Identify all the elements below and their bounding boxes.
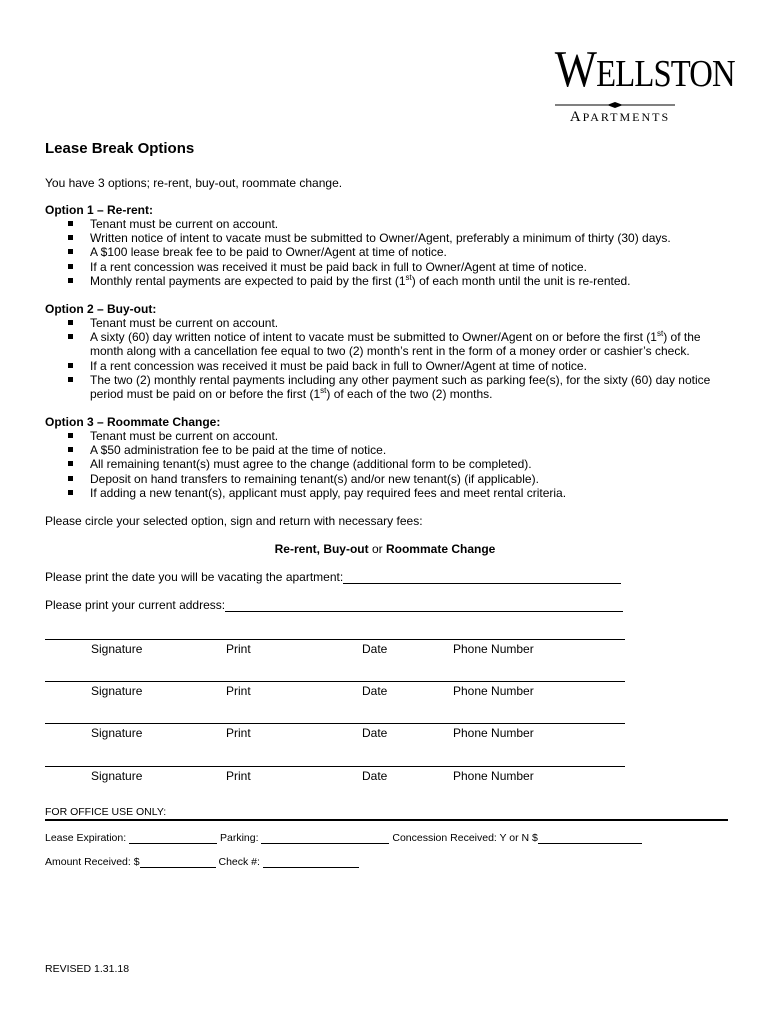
list-item: A sixty (60) day written notice of intent to vacate must be submitted to Owner/Agent on or before the first (1st) of the month along with a cancellation fee equal to two (2) month’s rent in the form of a money order or cashier’s check. [68, 330, 718, 358]
list-item: A $50 administration fee to be paid at the time of notice. [68, 443, 718, 457]
page-title: Lease Break Options [45, 140, 195, 157]
office-use-title: FOR OFFICE USE ONLY: [45, 806, 167, 818]
list-item: A $100 lease break fee to be paid to Owner/Agent at time of notice. [68, 245, 718, 259]
office-divider [45, 819, 728, 821]
list-item: Tenant must be current on account. [68, 316, 718, 330]
option1-list [68, 217, 718, 288]
print-label: Print [226, 726, 251, 740]
option1-heading: Option 1 – Re-rent: [45, 203, 154, 217]
logo-subtitle: APARTMENTS [569, 109, 671, 125]
option2-heading: Option 2 – Buy-out: [45, 302, 157, 316]
option3-list [68, 429, 718, 500]
signature-label: Signature [91, 769, 143, 783]
office-row-2: Amount Received: $ Check #: [45, 856, 359, 868]
check-number-input[interactable] [263, 857, 359, 868]
logo-wordmark: WELLSTON [554, 41, 735, 98]
address-input[interactable] [225, 599, 623, 612]
print-label: Print [226, 642, 251, 656]
date-label: Date [362, 684, 388, 698]
option3-heading: Option 3 – Roommate Change: [45, 415, 221, 429]
office-row-1: Lease Expiration: Parking: Concession Received: Y or N $ [45, 832, 642, 844]
intro-text: You have 3 options; re-rent, buy-out, roommate change. [45, 176, 343, 190]
list-item: Written notice of intent to vacate must be submitted to Owner/Agent, preferably a minimum of thirty (30) days. [68, 231, 718, 245]
signature-label: Signature [91, 642, 143, 656]
list-item: If adding a new tenant(s), applicant must apply, pay required fees and meet rental criteria. [68, 486, 718, 500]
lease-expiration-input[interactable] [129, 833, 217, 844]
signature-line-3[interactable] [45, 723, 625, 724]
list-item: If a rent concession was received it must be paid back in full to Owner/Agent at time of notice. [68, 260, 718, 274]
list-item: Monthly rental payments are expected to paid by the first (1st) of each month until the unit is re-rented. [68, 274, 718, 288]
parking-input[interactable] [261, 833, 389, 844]
list-item: If a rent concession was received it must be paid back in full to Owner/Agent at time of notice. [68, 359, 718, 373]
choice-rerent-buyout[interactable]: Re-rent, Buy-out [274, 542, 369, 556]
signature-label: Signature [91, 726, 143, 740]
phone-label: Phone Number [453, 684, 534, 698]
signature-line-4[interactable] [45, 766, 625, 767]
revision-date: REVISED 1.31.18 [45, 963, 130, 975]
choice-roommate[interactable]: Roommate Change [385, 542, 496, 556]
vacate-date-field[interactable]: Please print the date you will be vacating the apartment: [45, 570, 621, 584]
vacate-date-input[interactable] [343, 571, 621, 584]
date-label: Date [362, 726, 388, 740]
signature-label: Signature [91, 684, 143, 698]
concession-input[interactable] [538, 833, 642, 844]
phone-label: Phone Number [453, 726, 534, 740]
list-item: The two (2) monthly rental payments including any other payment such as parking fee(s), for the sixty (60) day notice period must be paid on or before the first (1st) of each of the two (2) months. [68, 373, 718, 401]
circle-instruction: Please circle your selected option, sign and return with necessary fees: [45, 514, 423, 528]
signature-line-1[interactable] [45, 639, 625, 640]
print-label: Print [226, 684, 251, 698]
option2-list [68, 316, 718, 401]
list-item: Deposit on hand transfers to remaining tenant(s) and/or new tenant(s) (if applicable). [68, 472, 718, 486]
date-label: Date [362, 769, 388, 783]
list-item: Tenant must be current on account. [68, 429, 718, 443]
list-item: All remaining tenant(s) must agree to the change (additional form to be completed). [68, 457, 718, 471]
phone-label: Phone Number [453, 769, 534, 783]
print-label: Print [226, 769, 251, 783]
address-field[interactable]: Please print your current address: [45, 598, 623, 612]
amount-received-input[interactable] [140, 857, 216, 868]
signature-line-2[interactable] [45, 681, 625, 682]
list-item: Tenant must be current on account. [68, 217, 718, 231]
date-label: Date [362, 642, 388, 656]
option-choices[interactable]: Re-rent, Buy-out or Roommate Change [274, 542, 496, 556]
wellston-logo [545, 41, 735, 126]
logo-ornament [555, 102, 675, 108]
phone-label: Phone Number [453, 642, 534, 656]
